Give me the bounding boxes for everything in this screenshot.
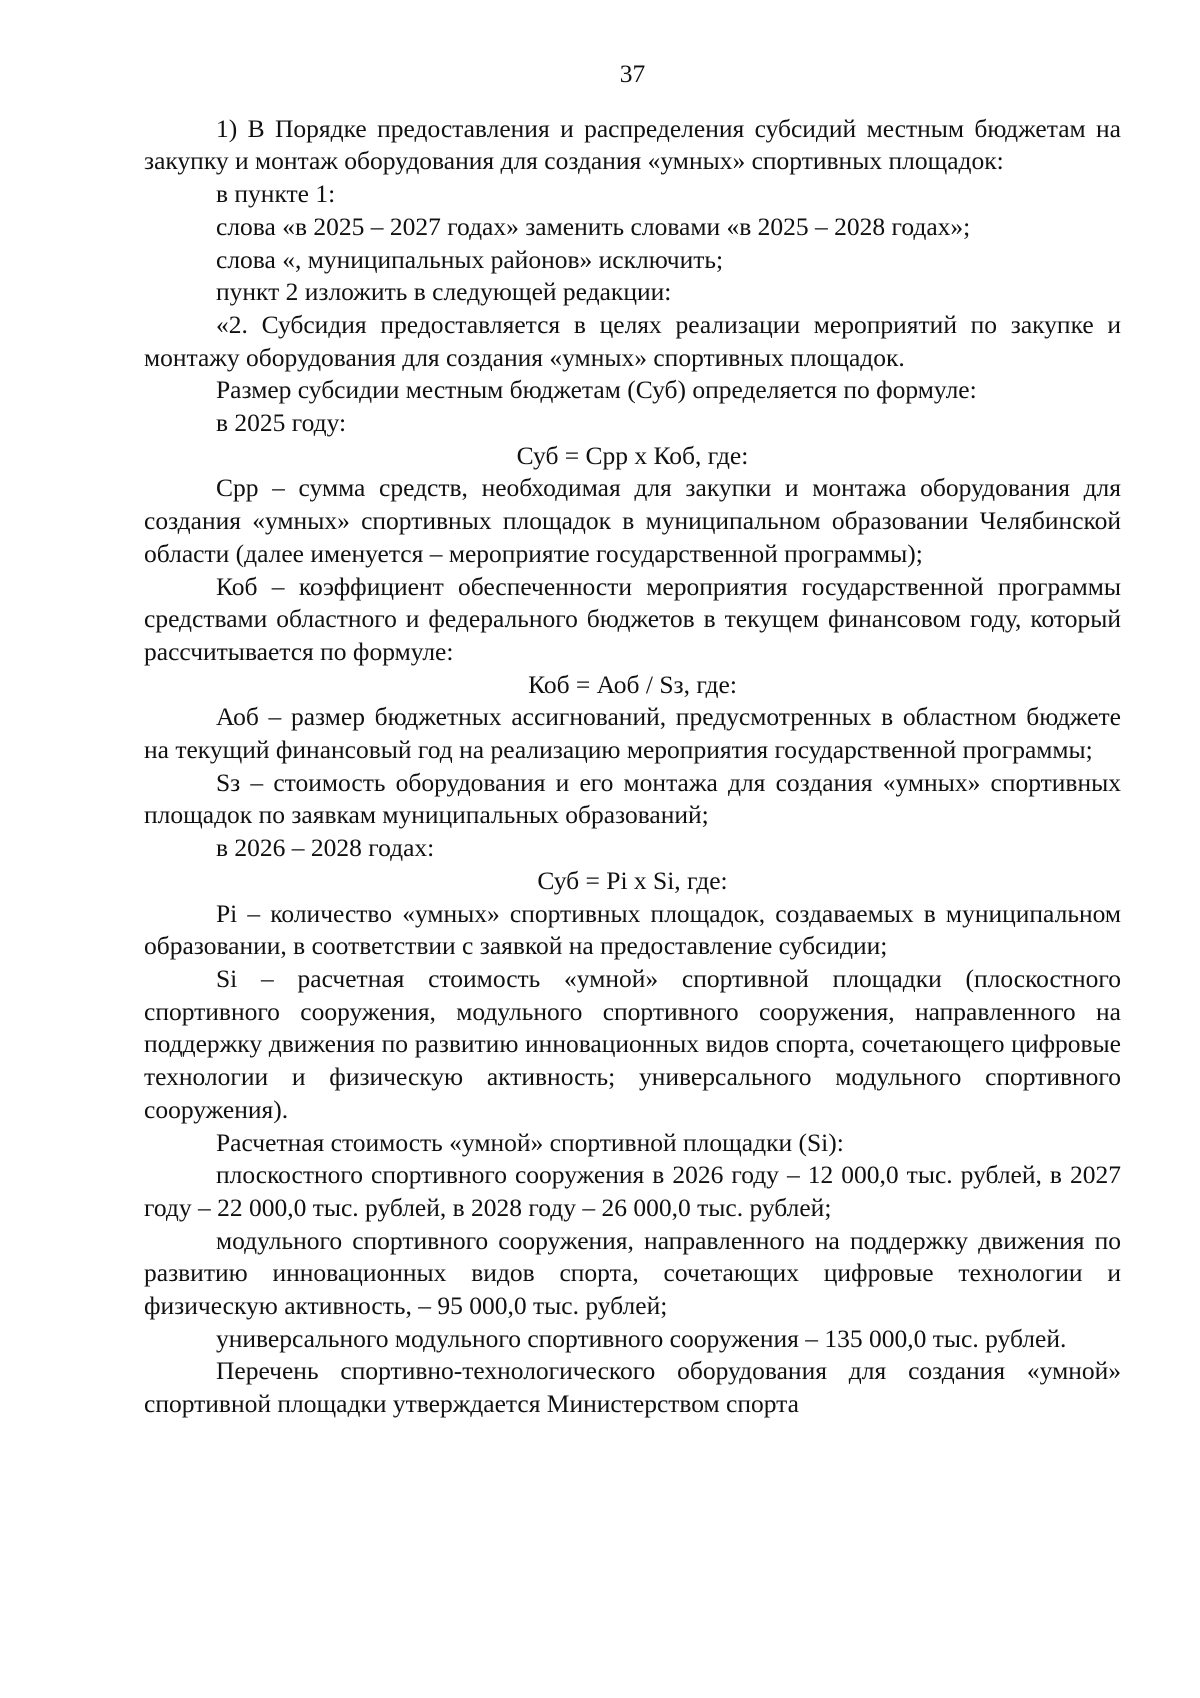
paragraph-10: Коб – коэффициент обеспеченности мероприятия государственной программы средствами областного и федерального бюджетов в текущем финансовом году, который рассчитывается по формуле:: [144, 571, 1121, 666]
paragraph-3: слова «в 2025 – 2027 годах» заменить словами «в 2025 – 2028 годах»;: [216, 211, 971, 241]
paragraph-2: в пункте 1:: [216, 179, 336, 209]
paragraph-19: универсального модульного спортивного сооружения – 135 000,0 тыс. рублей.: [216, 1323, 1067, 1353]
paragraph-4: слова «, муниципальных районов» исключить;: [216, 244, 724, 274]
paragraph-5: пункт 2 изложить в следующей редакции:: [216, 277, 672, 307]
page-number: 37: [619, 59, 646, 88]
paragraph-16: Расчетная стоимость «умной» спортивной площадки (Si):: [216, 1127, 844, 1157]
paragraph-18: модульного спортивного сооружения, направленного на поддержку движения по развитию инновационных видов спорта, сочетающих цифровые технологии и физическую активность, – 95 000,0 тыс. рублей;: [144, 1225, 1121, 1321]
paragraph-1: 1) В Порядке предоставления и распределения субсидий местным бюджетам на закупку и монтаж оборудования для создания «умных» спортивных площадок:: [144, 113, 1121, 176]
formula-1: Суб = Срр x Коб, где:: [516, 440, 749, 470]
paragraph-15: Si – расчетная стоимость «умной» спортивной площадки (плоскостного спортивного сооружения, модульного спортивного сооружения, направленного на поддержку движения по развитию инновационных видов спорта, сочетающего цифровые технологии и физическую активность; универсального модульного спортивного сооружения).: [144, 963, 1121, 1124]
paragraph-12: Sз – стоимость оборудования и его монтажа для создания «умных» спортивных площадок по заявкам муниципальных образований;: [144, 767, 1121, 830]
paragraph-20: Перечень спортивно-технологического оборудования для создания «умной» спортивной площадки утверждается Министерством спорта: [144, 1356, 1121, 1419]
paragraph-8: в 2025 году:: [216, 408, 347, 438]
paragraph-6: «2. Субсидия предоставляется в целях реализации мероприятий по закупке и монтажу оборудования для создания «умных» спортивных площадок.: [144, 309, 1121, 372]
paragraph-13: в 2026 – 2028 годах:: [216, 833, 435, 863]
paragraph-14: Pi – количество «умных» спортивных площадок, создаваемых в муниципальном образовании, в соответствии с заявкой на предоставление субсидии;: [144, 898, 1121, 961]
formula-3: Суб = Pi x Si, где:: [537, 865, 728, 895]
paragraph-17: плоскостного спортивного сооружения в 2026 году – 12 000,0 тыс. рублей, в 2027 году – 22 000,0 тыс. рублей, в 2028 году – 26 000,0 тыс. рублей;: [144, 1160, 1121, 1222]
formula-2: Коб = Аоб / Sз, где:: [528, 669, 737, 699]
paragraph-7: Размер субсидии местным бюджетам (Суб) определяется по формуле:: [216, 375, 977, 405]
paragraph-9: Срр – сумма средств, необходимая для закупки и монтажа оборудования для создания «умных» спортивных площадок в муниципальном образовании Челябинской области (далее именуется – мероприятие государственной программы);: [144, 473, 1121, 568]
paragraph-11: Аоб – размер бюджетных ассигнований, предусмотренных в областном бюджете на текущий финансовый год на реализацию мероприятия государственной программы;: [144, 702, 1121, 765]
